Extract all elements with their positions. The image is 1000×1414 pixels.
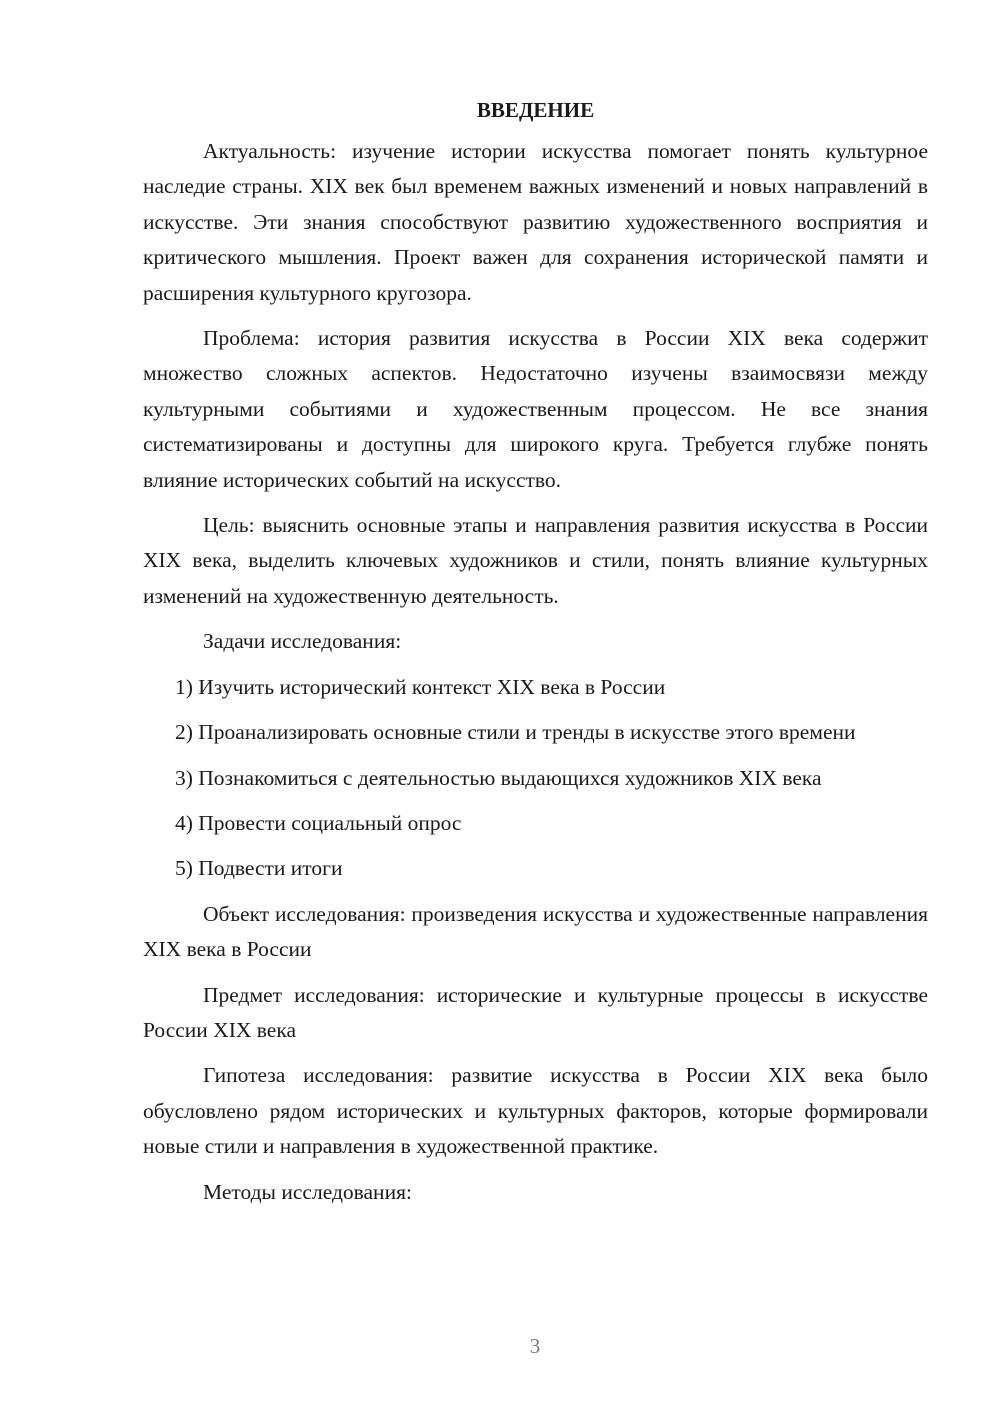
task-item: 2) Проанализировать основные стили и тренды в искусстве этого времени [175,720,856,745]
paragraph-tasks-heading: Задачи исследования: [203,629,402,654]
task-item: 3) Познакомиться с деятельностью выдающихся художников XIX века [175,765,822,790]
paragraph-object: Объект исследования: произведения искусства и художественные направления XIX века в России [143,901,928,962]
paragraph-problem: Проблема: история развития искусства в России XIX века содержит множество сложных аспектов. Недостаточно изучены взаимосвязи между культурными событиями и художественным процессом. Не все знания систематизированы и доступны для широкого круга. Требуется глубже понять влияние исторических событий на искусство. [143,326,928,492]
paragraph-goal: Цель: выяснить основные этапы и направления развития искусства в России XIX века, выделить ключевых художников и стили, понять влияние культурных изменений на художественную деятельность. [143,513,928,608]
paragraph-methods: Методы исследования: [203,1179,412,1204]
task-item: 4) Провести социальный опрос [175,810,462,835]
paragraph-hypothesis: Гипотеза исследования: развитие искусства в России XIX века было обусловлено рядом исторических и культурных факторов, которые формировали новые стили и направления в художественной практике. [143,1063,928,1159]
paragraph-subject: Предмет исследования: исторические и культурные процессы в искусстве России XIX века [143,982,928,1042]
paragraph-relevance: Актуальность: изучение истории искусства помогает понять культурное наследие страны. XIX век был временем важных изменений и новых направлений в искусстве. Эти знания способствуют развитию художественного восприятия и критического мышления. Проект важен для сохранения исторической памяти и расширения культурного кругозора. [143,139,928,305]
document-page [143,92,928,1220]
task-item: 5) Подвести итоги [175,856,343,881]
task-item: 1) Изучить исторический контекст XIX века в России [175,674,666,699]
page-number: 3 [529,1334,541,1358]
section-title: ВВЕДЕНИЕ [476,98,595,122]
